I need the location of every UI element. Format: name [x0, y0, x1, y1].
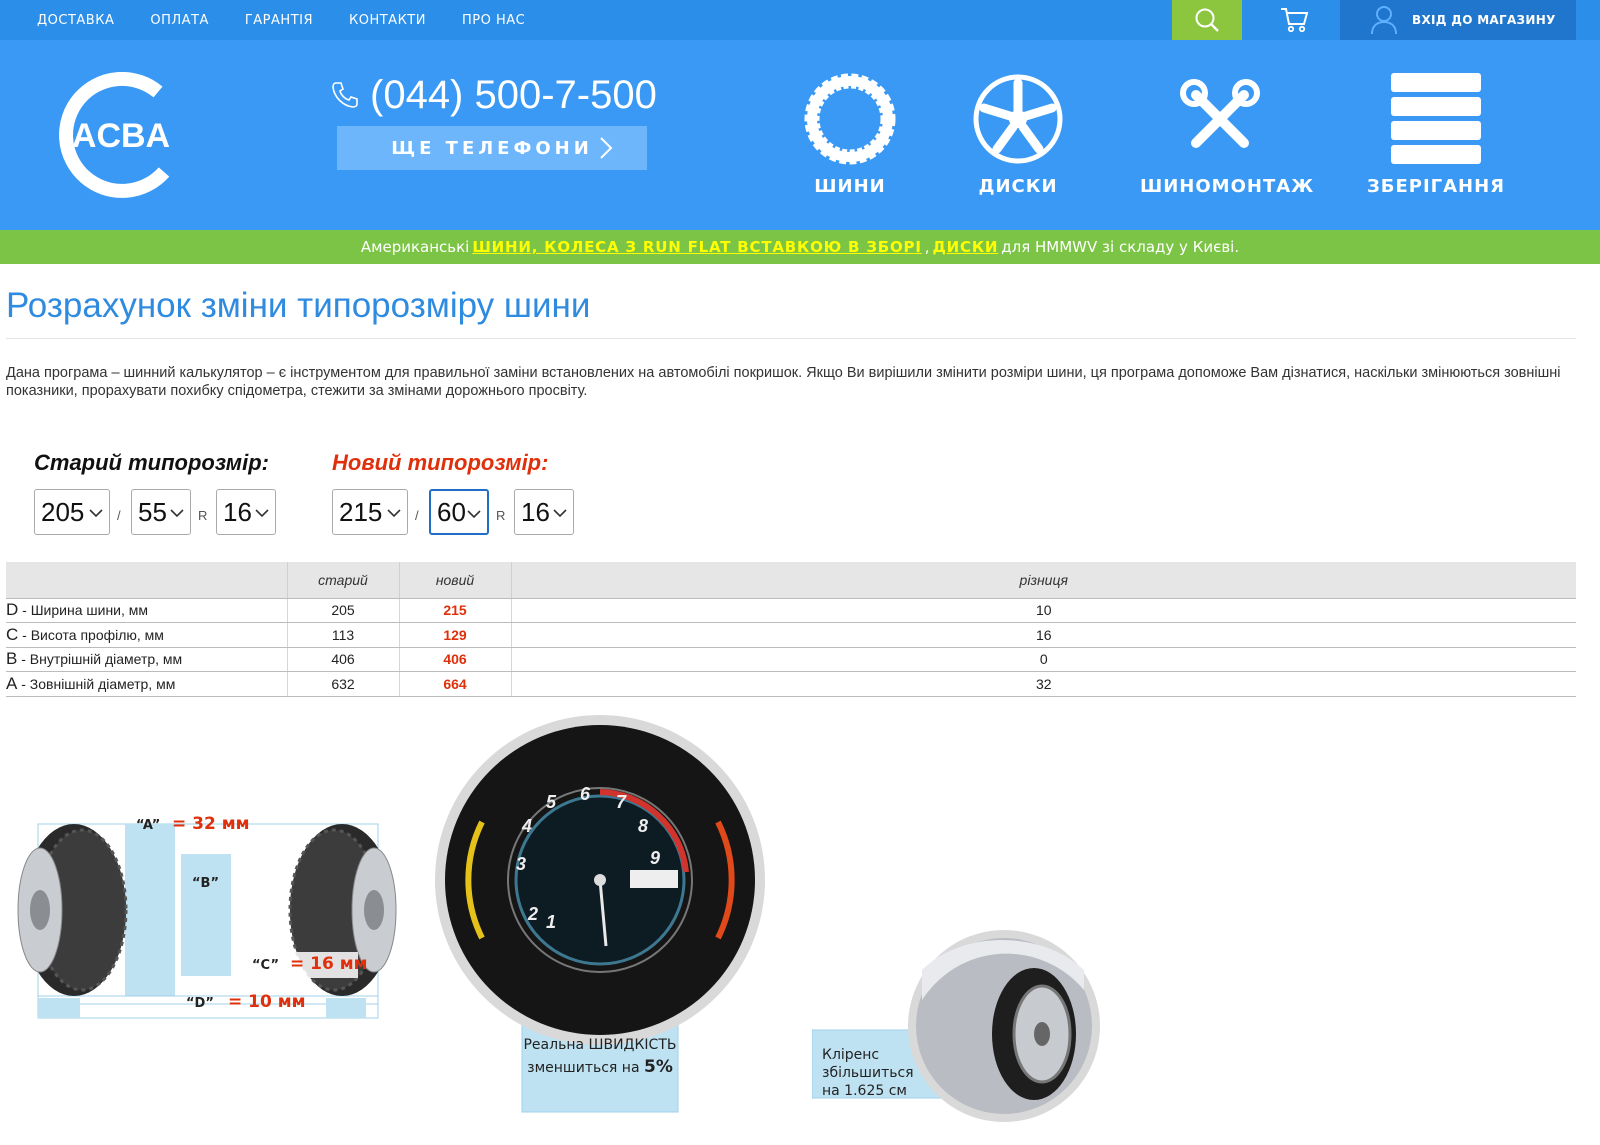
intro-text: Дана програма – шинний калькулятор – є інструментом для правильної заміни встановлених на автомобілі покришок. Якщо Ви вирішили змінити розміри шини, ця програма допоможе Вам дізнатися, наскільки змінюються зовнішні показники, прорахувати похибку спідометра, стежити за змінами дорожнього просвіту.: [6, 365, 1561, 399]
clearance-caption: [822, 1046, 914, 1100]
promo-link-tires[interactable]: ШИНИ, КОЛЕСА З RUN FLAT ВСТАВКОЮ В ЗБОРІ: [472, 238, 922, 256]
category-storage[interactable]: [1366, 72, 1506, 197]
page-title: Розрахунок зміни типорозміру шини: [6, 286, 591, 325]
dim-a-label: “A”: [136, 818, 161, 833]
tire-icon: [804, 73, 896, 165]
svg-text:7: 7: [616, 792, 627, 812]
chevron-right-icon: [599, 136, 613, 160]
row-label: - Зовнішній діаметр, мм: [17, 675, 176, 692]
top-bar: [0, 0, 1600, 40]
header-diff: різниця: [511, 562, 1576, 598]
nav-link-delivery[interactable]: ДОСТАВКА: [37, 12, 115, 28]
table-row: [6, 623, 1576, 648]
login-button[interactable]: [1340, 0, 1576, 40]
chevron-down-icon: [170, 508, 184, 518]
row-new: 406: [399, 647, 511, 672]
old-rim-select[interactable]: [216, 489, 276, 535]
row-diff: 16: [511, 623, 1576, 648]
row-label: - Внутрішній діаметр, мм: [17, 651, 183, 668]
chevron-down-icon: [89, 508, 103, 518]
new-size-title: Новий типорозмір:: [332, 450, 549, 475]
dim-c-value: = 16 мм: [290, 954, 368, 974]
dim-a-value: = 32 мм: [172, 814, 250, 834]
row-old: 113: [287, 623, 399, 648]
tire-dimensions-diagram: [8, 814, 400, 1030]
promo-comma: ,: [924, 238, 930, 256]
more-phones-button[interactable]: [337, 126, 647, 170]
new-width-select[interactable]: [332, 489, 408, 535]
category-tire-fitting-label: ШИНОМОНТАЖ: [1140, 176, 1315, 197]
table-row: [6, 672, 1576, 697]
header: [0, 40, 1600, 230]
old-width-select[interactable]: [34, 489, 110, 535]
dim-d-label: “D”: [186, 996, 214, 1011]
speed-line-1: Реальна ШВИДКІСТЬ: [523, 1037, 677, 1053]
chevron-down-icon: [467, 509, 481, 519]
promo-link-rims[interactable]: ДИСКИ: [932, 238, 999, 256]
old-r: R: [198, 508, 208, 523]
svg-text:8: 8: [638, 816, 649, 836]
nav-link-about[interactable]: ПРО НАС: [461, 12, 526, 28]
old-slash: /: [117, 508, 121, 523]
dim-d-value: = 10 мм: [228, 992, 306, 1012]
speedometer-illustration: [430, 712, 770, 1117]
chevron-down-icon: [255, 508, 269, 518]
old-size-title: Старий типорозмір:: [34, 450, 269, 475]
size-comparison-table: [6, 562, 1576, 697]
new-r: R: [496, 508, 506, 523]
table-row: [6, 647, 1576, 672]
speed-line-2: зменшиться на: [527, 1060, 640, 1076]
phone-icon: [330, 80, 360, 110]
storage-icon: [1391, 73, 1481, 165]
row-diff: 10: [511, 598, 1576, 623]
category-rims[interactable]: [968, 72, 1068, 197]
old-rim-value: 16: [223, 496, 252, 527]
category-tire-fitting[interactable]: [1140, 72, 1315, 197]
row-new: 664: [399, 672, 511, 697]
more-phones-label: ЩЕ ТЕЛЕФОНИ: [391, 137, 593, 159]
row-old: 632: [287, 672, 399, 697]
logo[interactable]: [58, 72, 184, 198]
category-rims-label: ДИСКИ: [978, 176, 1058, 197]
old-profile-select[interactable]: [131, 489, 191, 535]
promo-prefix: Американські: [360, 238, 470, 256]
row-diff: 0: [511, 647, 1576, 672]
clearance-line-3: на 1.625 см: [822, 1083, 907, 1099]
new-slash: /: [415, 508, 419, 523]
chevron-down-icon: [553, 508, 567, 518]
new-profile-value: 60: [437, 496, 466, 527]
speed-value: 5%: [643, 1057, 673, 1077]
nav-link-payment[interactable]: ОПЛАТА: [150, 12, 209, 28]
new-profile-select[interactable]: [429, 489, 489, 535]
old-profile-value: 55: [138, 496, 167, 527]
login-label: ВХІД ДО МАГАЗИНУ: [1412, 13, 1556, 27]
wrench-icon: [1180, 79, 1260, 159]
search-button[interactable]: [1172, 0, 1242, 40]
svg-text:3: 3: [516, 854, 527, 874]
row-diff: 32: [511, 672, 1576, 697]
promo-banner: [0, 230, 1600, 264]
new-width-value: 215: [339, 496, 383, 527]
svg-text:4: 4: [522, 816, 533, 836]
logo-icon: [58, 72, 184, 198]
header-old: старий: [287, 562, 399, 598]
header-label: [6, 562, 287, 598]
row-old: 406: [287, 647, 399, 672]
new-rim-select[interactable]: [514, 489, 574, 535]
old-width-value: 205: [41, 496, 85, 527]
row-letter: A: [6, 673, 18, 693]
table-row: [6, 598, 1576, 623]
search-icon: [1194, 7, 1220, 33]
new-rim-value: 16: [521, 496, 550, 527]
user-icon: [1370, 5, 1398, 35]
clearance-line-2: збільшиться: [822, 1065, 914, 1081]
speed-caption: [522, 1034, 678, 1079]
top-nav: [37, 0, 561, 40]
row-new: 215: [399, 598, 511, 623]
row-old: 205: [287, 598, 399, 623]
phone-number[interactable]: [330, 70, 657, 120]
svg-text:9: 9: [650, 848, 661, 868]
category-storage-label: ЗБЕРІГАННЯ: [1366, 176, 1506, 197]
cart-button[interactable]: [1270, 0, 1318, 40]
svg-text:1: 1: [546, 912, 557, 932]
svg-text:6: 6: [580, 784, 591, 804]
nav-link-contacts[interactable]: КОНТАКТИ: [349, 12, 426, 28]
phone-text: (044) 500-7-500: [370, 72, 657, 117]
category-tires[interactable]: [800, 72, 900, 197]
row-letter: D: [6, 600, 19, 620]
clearance-line-1: Кліренс: [822, 1047, 880, 1063]
rim-icon: [972, 73, 1064, 165]
promo-suffix: для HMMWV зі складу у Києві.: [1001, 238, 1240, 256]
dim-b-label: “B”: [192, 876, 219, 891]
category-tires-label: ШИНИ: [814, 176, 886, 197]
title-divider: [6, 338, 1576, 339]
header-new: новий: [399, 562, 511, 598]
row-label: - Ширина шини, мм: [18, 602, 149, 619]
svg-text:5: 5: [546, 792, 557, 812]
cart-icon: [1279, 6, 1309, 34]
logo-text: ACBA: [71, 117, 171, 155]
table-header-row: [6, 562, 1576, 598]
row-letter: B: [6, 649, 18, 669]
row-new: 129: [399, 623, 511, 648]
svg-text:2: 2: [528, 904, 539, 924]
chevron-down-icon: [387, 508, 401, 518]
row-letter: C: [6, 624, 19, 644]
dim-c-label: “C”: [252, 958, 280, 973]
row-label: - Висота профілю, мм: [18, 626, 164, 643]
nav-link-warranty[interactable]: ГАРАНТІЯ: [244, 12, 313, 28]
clearance-illustration: [812, 930, 1102, 1125]
